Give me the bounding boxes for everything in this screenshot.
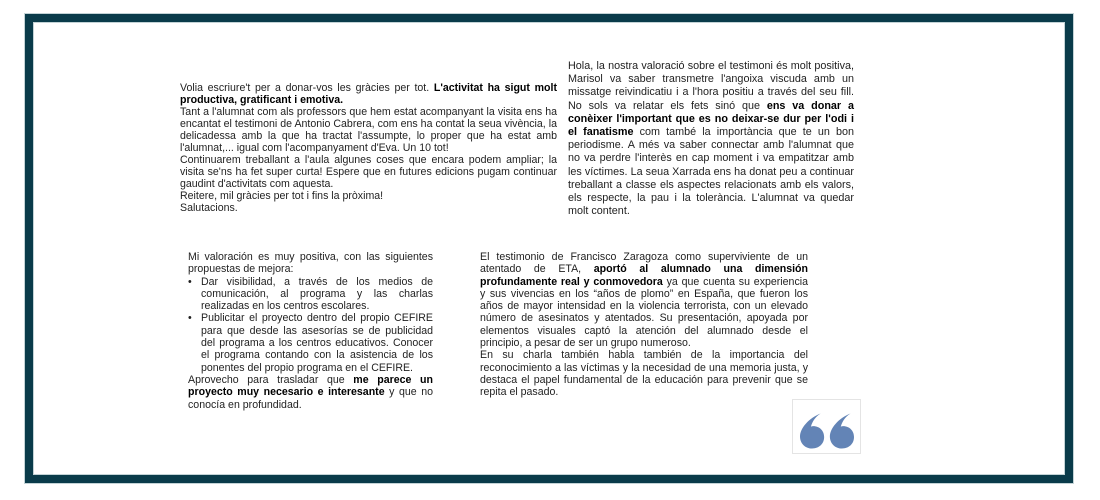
bullet-item [188,276,433,313]
text: Tant a l'alumnat com als professors que hem estat acompanyant la visita ens ha encantat el testimoni de Antonio Cabrera, com ens ha contat la seua vivència, la delicadessa amb la que ha tractat l'assumpte, lo proper que ha estat amb l'alumnat,... igual com l'acompanyament d'Eva. Un 10 tot! [180,106,557,154]
bold-text: L'activitat ha sigut molt productiva, gratificant i emotiva. [180,82,557,106]
text: En su charla también habla también de la importancia del reconocimiento a las víctimas y la necesidad de una memoria justa, y destaca el papel fundamental de la educación para prevenir que se repita el pasado. [480,349,808,399]
text: Aprovecho para trasladar que [188,373,354,386]
bold-text: me parece un proyecto muy necesario e interesante [188,373,433,399]
bold-text: ens va donar a conèixer l'important que es no deixar-se dur per l'odi i el fanatisme [568,99,854,139]
quote-icon-box [792,399,861,454]
paragraph [188,251,433,276]
text: Mi valoración es muy positiva, con las siguientes propuestas de mejora: [188,251,433,276]
testimonial-bottom-left [188,251,433,411]
text: Hola, la nostra valoració sobre el testimoni és molt positiva, Marisol va saber transmetre l'angoixa viscuda amb un missatge reivindicatiu i a l'hora positiu a través del seu fill. No sols va relatar els fets sinó que [568,60,854,112]
paragraph [188,374,433,411]
paragraph [180,82,557,106]
quote-icon [800,412,854,450]
bullet-item [188,312,433,373]
paragraph [180,106,557,154]
text: y que no conocía en profundidad. [188,386,433,411]
testimonial-top-right [568,60,854,218]
testimonial-top-left [180,82,557,214]
text: Dar visibilidad, a través de los medios de comunicación, al programa y las charlas realizadas en los centros escolares. [201,275,433,313]
testimonial-bottom-right [480,251,808,399]
paragraph [480,251,808,349]
text: Salutacions. [180,202,238,214]
paragraph [180,154,557,190]
text: ya que cuenta su experiencia y sus vivencias en los “años de plomo” en España, que fueron los años de mayor intensidad en la violencia terrorista, con un elevado número de asesinatos y atentados. Su presentación, apoyada por elementos visuales captó la atención del alumnado desde el principio, a pesar de ser un grupo numeroso. [480,275,808,350]
text: Publicitar el proyecto dentro del propio CEFIRE para que desde las asesorías se de publicidad del programa a los centros educativos. Conocer el programa contando con la asistencia de los ponentes del propio programa en el CEFIRE. [201,312,433,374]
paragraph [480,349,808,398]
bold-text: aportó al alumnado una dimensión profundamente real y conmovedora [480,263,808,288]
bullet-marker: • [188,312,192,325]
paragraph [568,60,854,218]
text: El testimonio de Francisco Zaragoza como superviviente de un atentado de ETA, [480,251,808,276]
text: Volia escriure't per a donar-vos les gràcies per tot. [180,82,434,94]
text: com també la importància que te un bon periodisme. A més va saber connectar amb l'alumnat que no va perdre l'interès en cap moment i va empatitzar amb les víctimes. La seua Xarrada ens ha donat peu a continuar treballant a classe els aspectes relacionats amb els valors, els respecte, la pau i la tolerància. L'alumnat va quedar molt content. [568,126,854,218]
text: Continuarem treballant a l'aula algunes coses que encara podem ampliar; la visita se'ns ha fet super curta! Espere que en futures edicions pugam continuar gaudint d'activitats com aquesta. [180,154,557,190]
bullet-marker: • [188,275,192,288]
paragraph [180,202,557,214]
paragraph [180,190,557,202]
text: Reitere, mil gràcies per tot i fins la pròxima! [180,190,384,202]
